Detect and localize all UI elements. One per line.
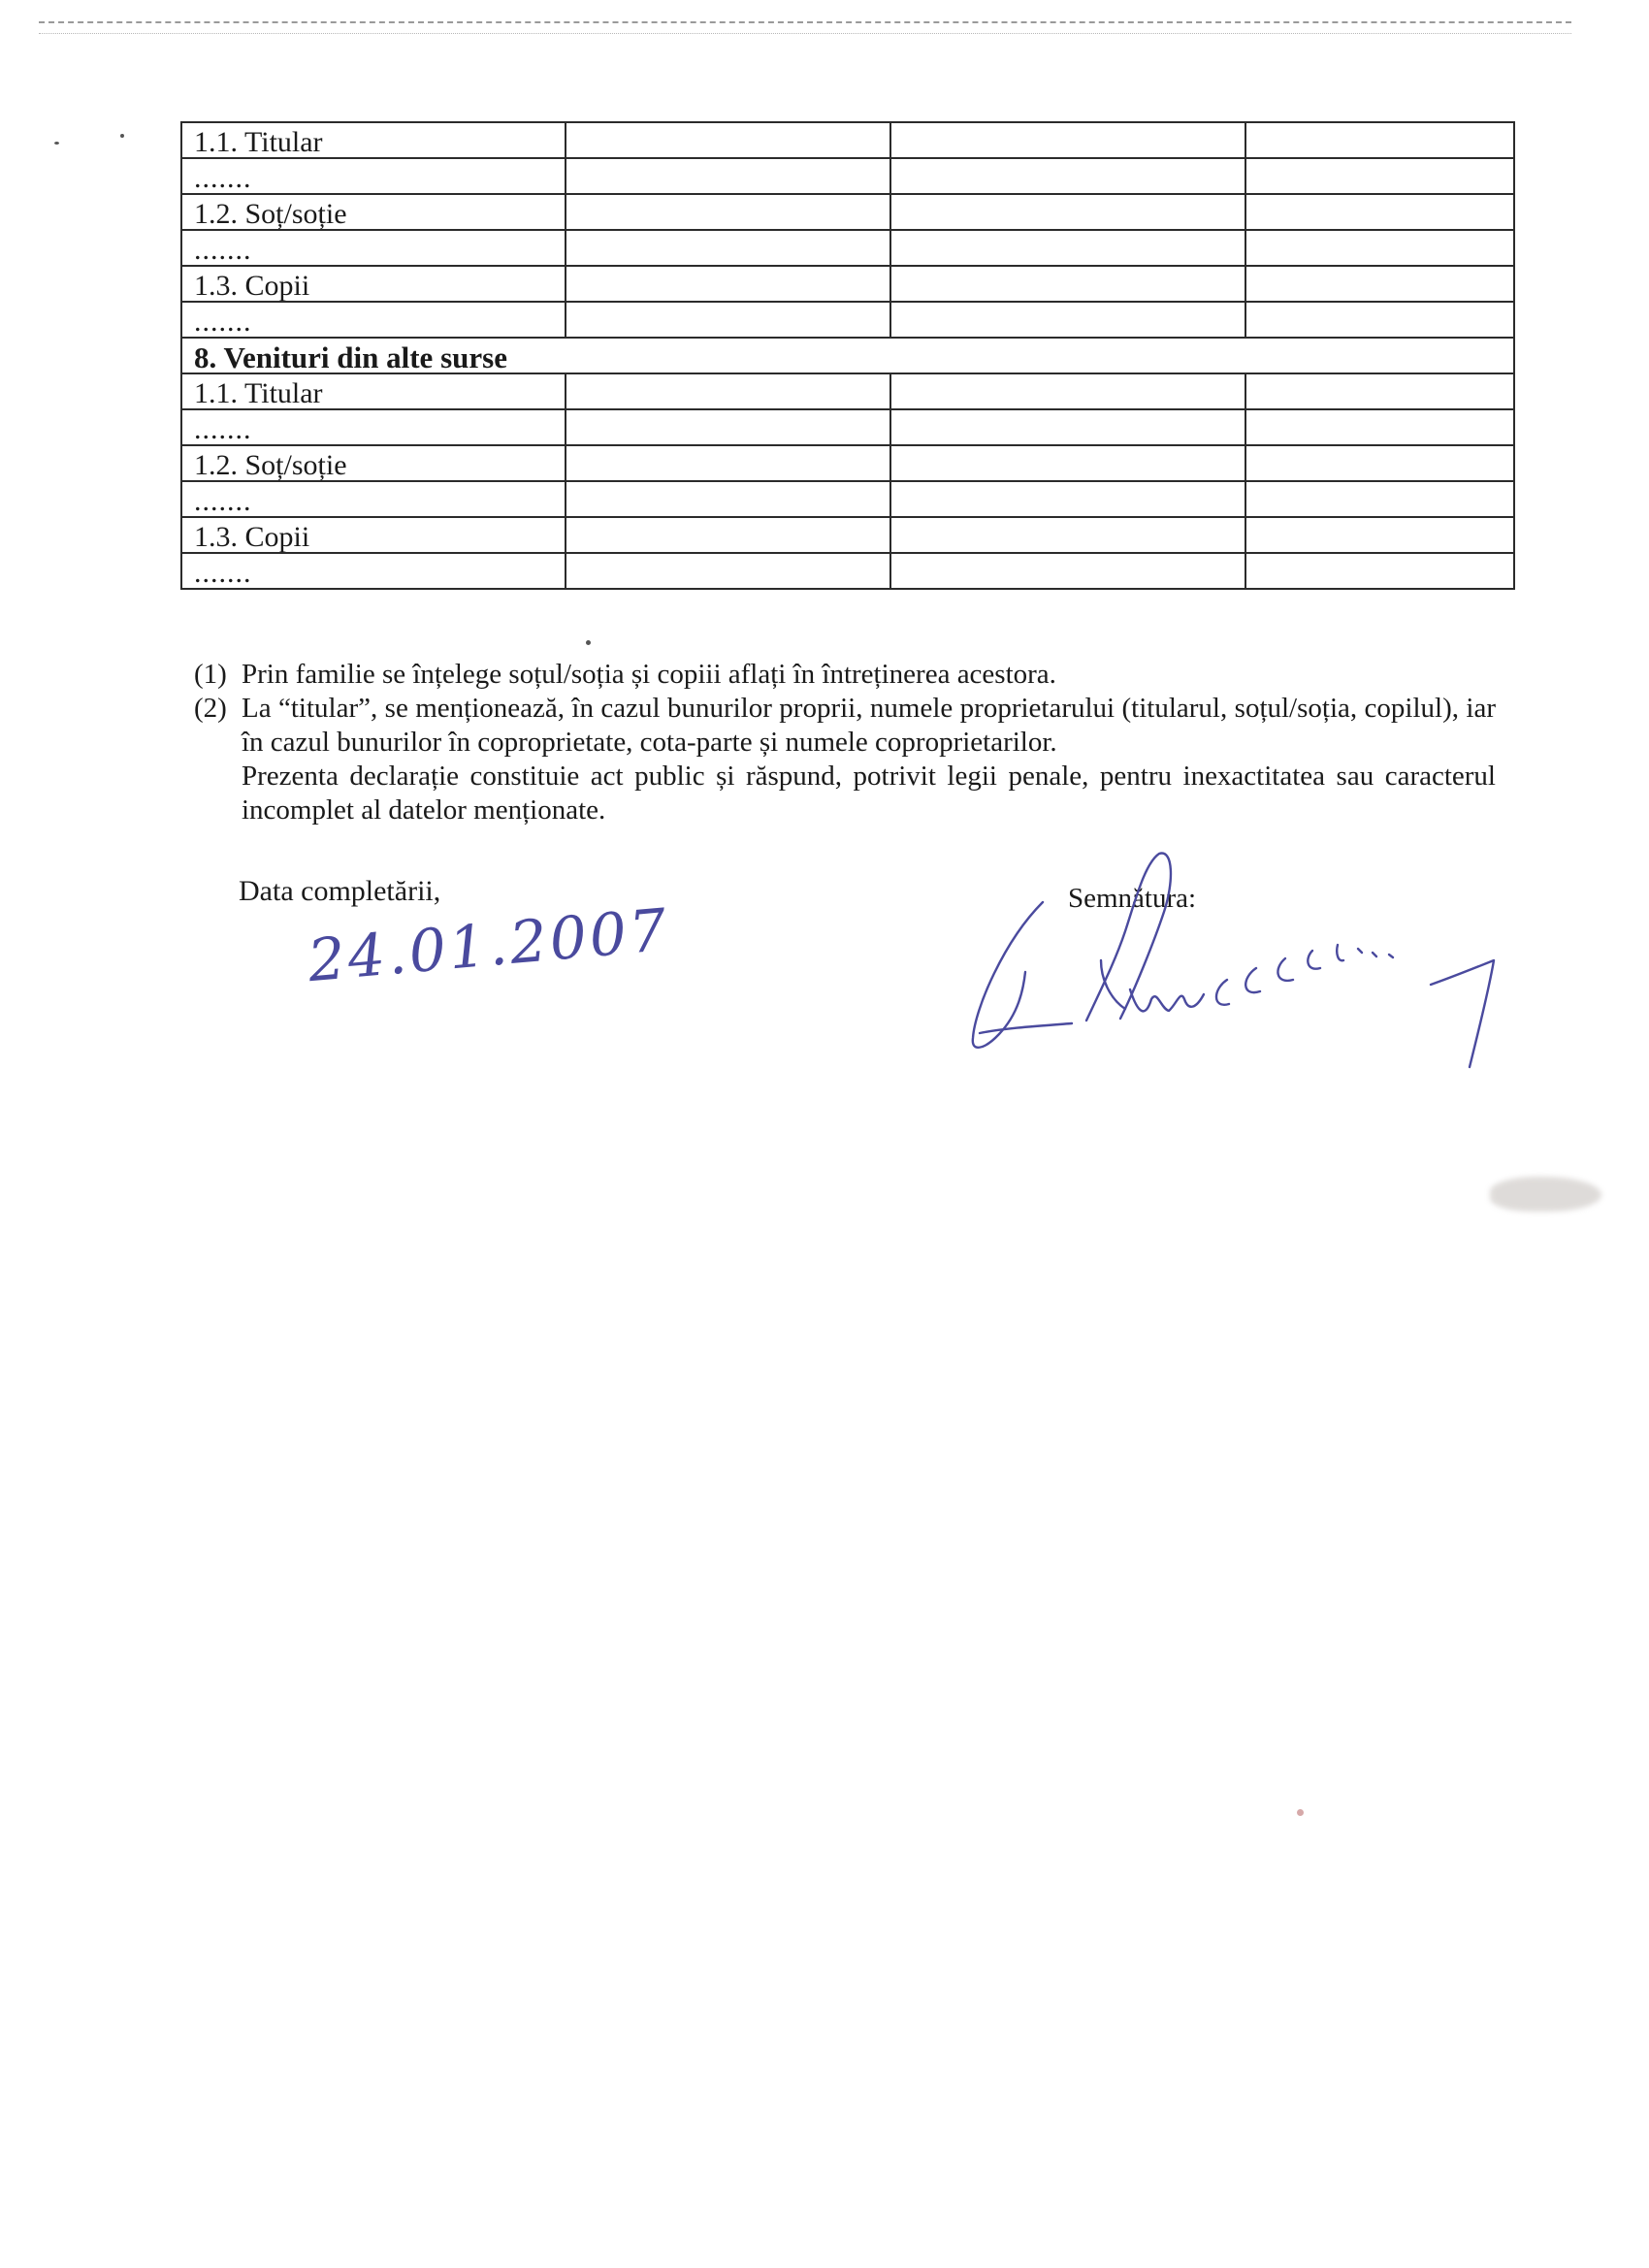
table-cell <box>566 445 890 481</box>
footnote-text: Prin familie se înțelege soțul/soția și copiii aflați în întreținerea acestora. <box>242 659 1056 690</box>
section-row <box>181 338 1514 373</box>
row-label: 1.3. Copii <box>181 266 566 302</box>
table-cell <box>890 266 1245 302</box>
table-row <box>181 517 1514 553</box>
scan-speck <box>54 142 59 145</box>
table-cell <box>890 553 1245 589</box>
row-label: 1.2. Soț/soție <box>181 194 566 230</box>
row-label: ....... <box>181 409 566 445</box>
table-cell <box>890 409 1245 445</box>
income-table <box>180 121 1515 590</box>
scan-edge-artifact <box>39 21 1571 52</box>
row-label: ....... <box>181 158 566 194</box>
table-cell <box>566 481 890 517</box>
table-cell <box>566 553 890 589</box>
table-cell <box>1245 517 1514 553</box>
table-cell <box>566 158 890 194</box>
table-cell <box>1245 158 1514 194</box>
table-cell <box>566 266 890 302</box>
table-cell <box>1245 481 1514 517</box>
table-row <box>181 158 1514 194</box>
table-cell <box>890 194 1245 230</box>
section-title: 8. Venituri din alte surse <box>181 338 1514 373</box>
handwritten-date: 24.01.2007 <box>305 895 672 996</box>
table-cell <box>1245 302 1514 338</box>
table-row <box>181 230 1514 266</box>
table-cell <box>890 481 1245 517</box>
table-row <box>181 409 1514 445</box>
table-cell <box>566 302 890 338</box>
scan-speck <box>1297 1809 1304 1816</box>
table-cell <box>1245 266 1514 302</box>
row-label: ....... <box>181 481 566 517</box>
table-cell <box>1245 194 1514 230</box>
row-label: 1.3. Copii <box>181 517 566 553</box>
scan-speck <box>120 134 124 138</box>
table-cell <box>566 122 890 158</box>
scan-speck <box>586 640 591 645</box>
table-cell <box>1245 445 1514 481</box>
scan-smudge <box>1490 1177 1601 1212</box>
row-label: 1.2. Soț/soție <box>181 445 566 481</box>
footnote-2 <box>194 692 1496 760</box>
footnote-number: (1) <box>194 659 227 690</box>
table-cell <box>890 445 1245 481</box>
table-row <box>181 553 1514 589</box>
table-cell <box>566 517 890 553</box>
table-cell <box>890 302 1245 338</box>
handwritten-signature <box>965 844 1547 1077</box>
row-label: ....... <box>181 553 566 589</box>
table-cell <box>890 158 1245 194</box>
declaration-text: Prezenta declarație constituie act public și răspund, potrivit legii penale, pentru inexactitatea sau caracterul incomplet al datelor menționate. <box>242 761 1496 826</box>
row-label: ....... <box>181 302 566 338</box>
table-cell <box>1245 122 1514 158</box>
table-row <box>181 445 1514 481</box>
table-cell <box>890 122 1245 158</box>
declaration-statement <box>194 760 1496 827</box>
table-row <box>181 266 1514 302</box>
table-cell <box>1245 373 1514 409</box>
table-cell <box>566 194 890 230</box>
row-label: 1.1. Titular <box>181 122 566 158</box>
date-label: Data completării, <box>239 875 441 907</box>
table-row <box>181 481 1514 517</box>
footnote-1 <box>194 658 1496 692</box>
table-cell <box>1245 409 1514 445</box>
table-cell <box>1245 230 1514 266</box>
footnotes <box>194 658 1496 827</box>
table-cell <box>890 517 1245 553</box>
signature-label: Semnătura: <box>1068 883 1197 914</box>
table-cell <box>890 230 1245 266</box>
table-row <box>181 194 1514 230</box>
footnote-text: La “titular”, se menționează, în cazul bunurilor proprii, numele proprietarului (titularul, soțul/soția, copilul), iar în cazul bunurilor în coproprietate, cota-parte și numele coproprietarilor. <box>242 693 1496 758</box>
footnote-number: (2) <box>194 693 227 724</box>
row-label: 1.1. Titular <box>181 373 566 409</box>
table-row <box>181 373 1514 409</box>
table-cell <box>566 373 890 409</box>
row-label: ....... <box>181 230 566 266</box>
table-cell <box>890 373 1245 409</box>
table-cell <box>566 409 890 445</box>
table-cell <box>1245 553 1514 589</box>
table-row <box>181 122 1514 158</box>
table-cell <box>566 230 890 266</box>
table-row <box>181 302 1514 338</box>
